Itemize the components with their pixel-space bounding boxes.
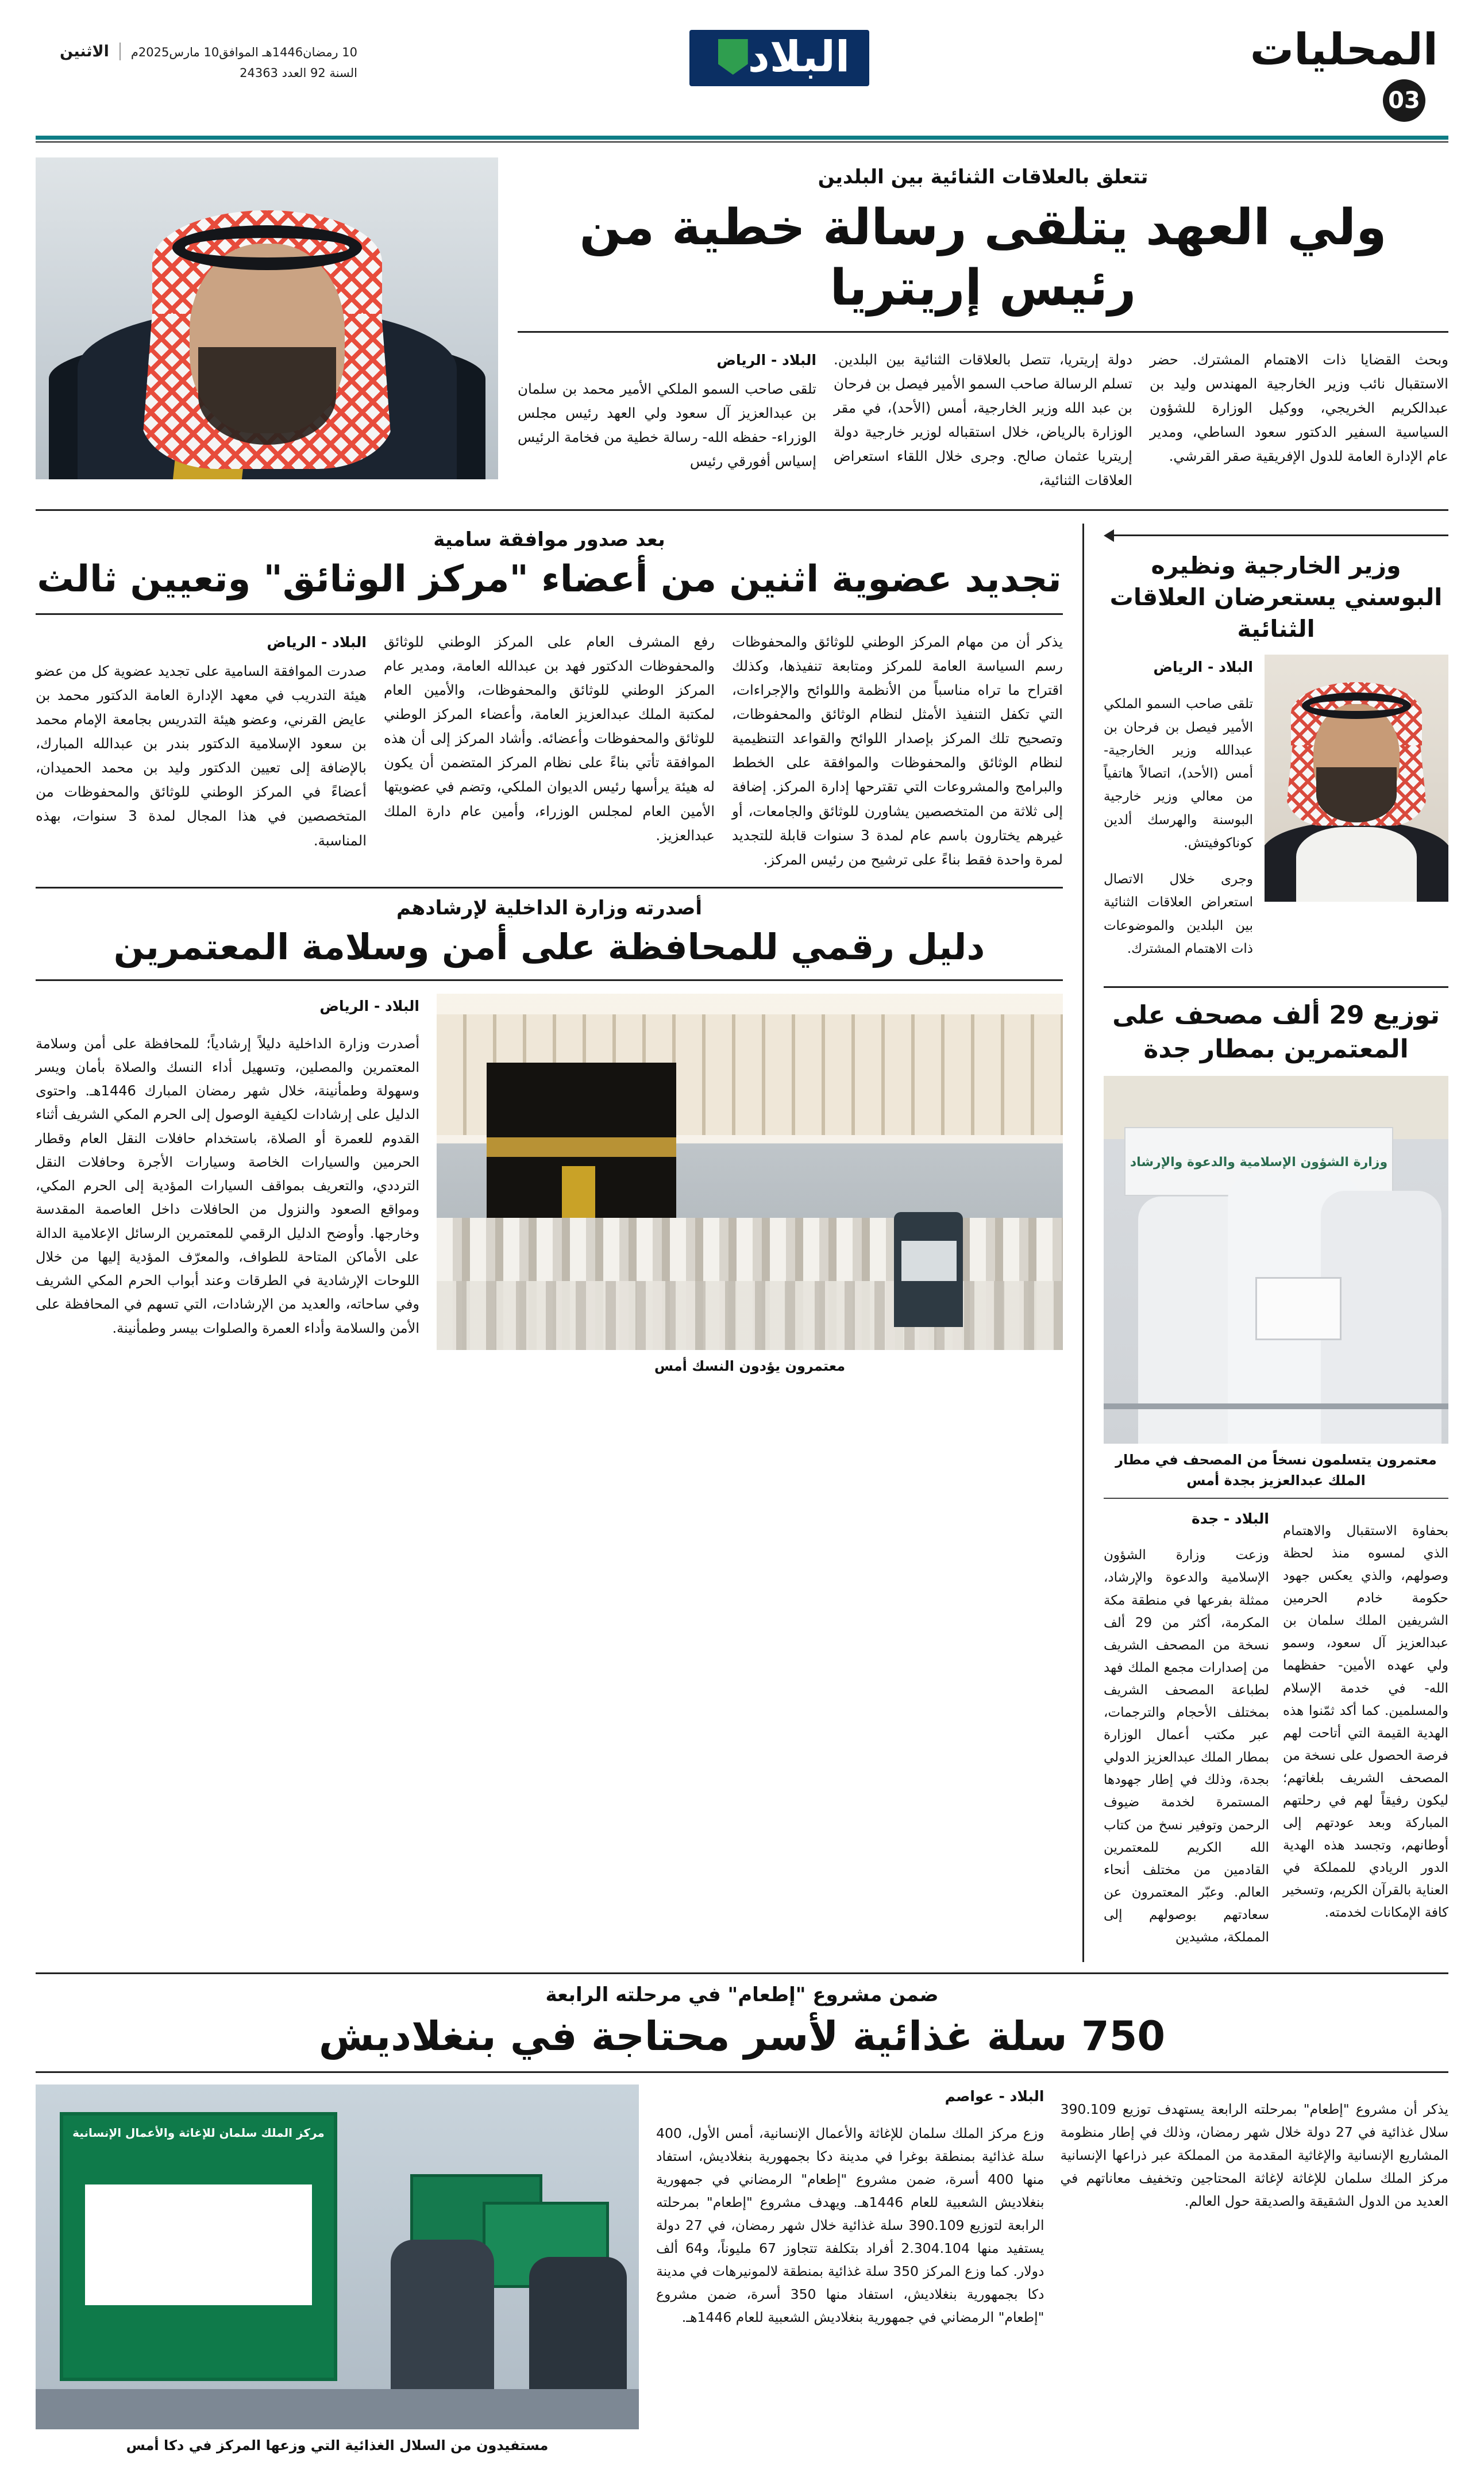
column-text: بحفاوة الاستقبال والاهتمام الذي لمسوه منذ لحظة وصولهم، والذي يعكس جهود حكومة خادم الحرمين الشريفين الملك سلمان بن عبدالعزيز آل سعود، وسمو ولي عهده الأمين- حفظهما الله- في خدمة الإسلام والمسلمين. كما أكد ثمّنوا هذه الهدية القيمة التي أتاحت لهم فرصة الحصول على نسخة من المصحف الشريف بلغاتهم؛ ليكون رفيقاً لهم في رحلتهم المباركة وبعد عودتهم إلى أوطانهم، وتجسد هذه الهدية الدور الريادي للمملكة في العناية بالقرآن الكريم، وتسخير كافة الإمكانات لخدمته. xyxy=(1283,1523,1448,1921)
weekday-text: الاثنين xyxy=(60,43,121,60)
column-text: يذكر أن مشروع "إطعام" بمرحلته الرابعة يستهدف توزيع 390.109 سلال غذائية في 27 دولة خلال شهر رمضان، وذلك في إطار منظومة المشاريع الإنسانية والإغاثية المقدمة من المملكة عبر ذراعها الإنسانية مركز الملك سلمان للإغاثة لإغاثة المحتاجين وتخفيف معاناتهم في العديد من الدول الشقيقة والصديقة حول العالم. xyxy=(1060,2101,1449,2209)
top-story-columns xyxy=(518,348,1448,499)
column-text: تلقى صاحب السمو الملكي الأمير فيصل بن فرحان بن عبدالله وزير الخارجية- أمس (الأحد)، اتصالاً هاتفياً من معالي وزير خارجية البوسنة والهرسك ألدين كوناكوفيتش. xyxy=(1104,697,1253,851)
flag-icon xyxy=(718,39,748,75)
column xyxy=(518,348,816,499)
issue-info xyxy=(36,43,357,83)
byline: البلاد - الرياض xyxy=(267,633,367,651)
top-story xyxy=(36,157,1448,499)
mushaf-columns xyxy=(1104,1507,1448,1962)
column xyxy=(1061,2084,1449,2456)
masthead-rule-thin xyxy=(36,141,1448,143)
column xyxy=(384,630,715,878)
bd-photo-wrap xyxy=(36,2084,639,2456)
divider xyxy=(518,331,1448,333)
kaaba-umrah-photo xyxy=(437,994,1063,1350)
logo-text: البلاد xyxy=(747,32,850,82)
top-story-text xyxy=(518,157,1448,499)
newspaper-logo xyxy=(689,30,870,86)
column xyxy=(1104,1507,1269,1962)
top-story-headline: ولي العهد يتلقى رسالة خطية من رئيس إريتريا xyxy=(579,199,1387,317)
bd-kicker: ضمن مشروع "إطعام" في مرحلته الرابعة xyxy=(545,1983,939,2007)
divider xyxy=(36,887,1063,889)
byline: البلاد - عواصم xyxy=(945,2088,1044,2105)
column-text: وزع مركز الملك سلمان للإغاثة والأعمال الإنسانية، أمس الأول، 400 سلة غذائية بمنطقة بوغرا في مدينة دكا بجمهورية بنغلاديش، استفاد منها 400 أسرة، ضمن مشروع "إطعام" الرمضاني في جمهورية بنغلاديش الشعبية للعام 1446هـ. ويهدف مشروع "إطعام" بمرحلته الرابعة لتوزيع 390.109 سلة غذائية خلال شهر رمضان، في 27 دولة يستفيد منها 2.304.104 أفراد بتكلفة تتجاوز 67 مليوناً، و64 ألف دولار. كما وزع المركز 350 سلة غذائية بمنطقة لالمونيرهات في مدينة دكا بجمهورية بنغلاديش، استفاد منها 350 أسرة، ضمن مشروع "إطعام" الرمضاني في جمهورية بنغلاديش الشعبية للعام 1446هـ. xyxy=(656,2125,1044,2325)
column xyxy=(1150,348,1448,499)
bangladesh-aid-photo xyxy=(36,2084,639,2429)
docs-center-story xyxy=(36,528,1063,878)
logo-box xyxy=(689,30,870,86)
middle-band xyxy=(36,524,1448,1963)
byline: البلاد - الرياض xyxy=(716,351,816,368)
date-text: 10 رمضان1446هـ الموافق10 مارس2025م xyxy=(130,45,357,59)
divider xyxy=(36,509,1448,511)
column-text: دولة إريتريا، تتصل بالعلاقات الثنائية بين البلدين. تسلم الرسالة صاحب السمو الأمير فيصل بن فرحان بن عبد الله وزير الخارجية، أمس (الأحد)، في مقر الوزارة بالرياض، خلال استقباله لوزير خارجية دولة إريتريا عثمان صالح. وجرى خلال اللقاء استعراض العلاقات الثنائية، xyxy=(834,351,1132,489)
divider xyxy=(1104,986,1448,988)
divider xyxy=(36,2071,1448,2073)
divider xyxy=(36,1972,1448,1974)
column-text: رفع المشرف العام على المركز الوطني للوثائق والمحفوظات الدكتور فهد بن عبدالله العامة، ومدير عام المركز الوطني للوثائق والمحفوظات، والأمين العام لمكتبة الملك عبدالعزيز العامة، وأعضاء المركز الوطني للوثائق والمحفوظات وأعضائه. وأشاد المركز إلى أن هذه الموافقة تأتي بناءً على نظام المركز المتضمن أن يكون له هيئة يرأسها رئيس الديوان الملكي، وتضم في عضويتها الأمين العام لمجلس الوزراء، وأمين عام دارة الملك عبدالعزيز. xyxy=(384,633,715,844)
rail-story-headline: وزير الخارجية ونظيره البوسني يستعرضان العلاقات الثنائية xyxy=(1109,551,1443,643)
guide-photo-wrap xyxy=(437,994,1063,1376)
column xyxy=(1283,1507,1448,1962)
foreign-minister-photo xyxy=(1265,655,1448,902)
column-text: وزعت وزارة الشؤون الإسلامية والدعوة والإرشاد، ممثلة بفرعها في منطقة مكة المكرمة، أكثر من 29 ألف نسخة من المصحف الشريف من إصدارات مجمع الملك فهد لطباعة المصحف الشريف بمختلف الأحجام والترجمات، عبر مكتب أعمال الوزارة بمطار الملك عبدالعزيز الدولي بجدة، وذلك في إطار جهودها المستمرة لخدمة ضيوف الرحمن وتوفير نسخ من كتاب الله الكريم للمعتمرين القادمين من مختلف أنحاء العالم. وعبّر المعتمرون عن سعادتهم بوصولهم إلى المملكة، مشيدين xyxy=(1104,1548,1269,1945)
arrow-divider xyxy=(1104,529,1448,542)
guide-text xyxy=(36,994,419,1376)
aid-banner-text: مركز الملك سلمان للإغاثة والأعمال الإنسانية xyxy=(72,2126,325,2140)
byline: البلاد - الرياض xyxy=(1153,658,1253,675)
masthead-rule xyxy=(36,136,1448,140)
divider xyxy=(36,979,1063,981)
page-number-badge: 03 xyxy=(1383,79,1425,122)
docs-kicker: بعد صدور موافقة سامية xyxy=(433,528,665,551)
mushaf-headline: توزيع 29 ألف مصحف على المعتمرين بمطار جدة xyxy=(1112,1001,1440,1064)
column-text: صدرت الموافقة السامية على تجديد عضوية كل من عضو هيئة التدريب في معهد الإدارة العامة الدكتور محمد بن عايض القرني، وعضو هيئة التدريس بجامعة الإمام محمد بن سعود الإسلامية الدكتور بندر بن عبدالله المبارك، بالإضافة إلى تعيين الدكتور وليد بن محمد الحميدان، أعضاءً في المركز الوطني للوثائق والمحفوظات من المتخصصين في هذا المجال لمدة 3 سنوات، بهذه المناسبة. xyxy=(36,662,367,849)
mushaf-photo-caption: معتمرون يتسلمون نسخاً من المصحف في مطار الملك عبدالعزيز بجدة أمس xyxy=(1115,1451,1437,1489)
column-text: يذكر أن من مهام المركز الوطني للوثائق والمحفوظات رسم السياسة العامة للمركز ومتابعة تنفيذها، وكذلك اقتراح ما تراه مناسباً من الأنظمة واللوائح والإجراءات، التي تكفل التنفيذ الأمثل لنظام الوثائق والمحفوظات، وتصحيح تلك المركز بإصدار اللوائح والقواعد التنظيمية لنظام الوثائق والمحفوظات والموافقة على الخطط والبرامج والمشروعات التي تقترحها إدارة المركز. إضافة إلى ثلاثة من المتخصصين يشاورن للوثائق والجامعات، أو غيرهم يختارون باسم عام لمدة 3 سنوات قابلة للتجديد لمرة واحدة فقط بناءً على ترشيح من رئيس المركز. xyxy=(732,633,1063,868)
column-text: تلقى صاحب السمو الملكي الأمير محمد بن سلمان بن عبدالعزيز آل سعود ولي العهد رئيس مجلس الوزراء- حفظه الله- رسالة خطية من فخامة الرئيس إسياس أفورقي رئيس xyxy=(518,380,816,470)
bd-photo-caption: مستفيدون من السلال الغذائية التي وزعها المركز في دكا أمس xyxy=(126,2437,549,2454)
divider xyxy=(1104,1498,1448,1499)
byline: البلاد - جدة xyxy=(1192,1510,1269,1527)
bangladesh-story xyxy=(36,1983,1448,2456)
mushaf-distribution-photo: وزارة الشؤون الإسلامية والدعوة والإرشاد xyxy=(1104,1076,1448,1444)
side-rail xyxy=(1104,524,1448,1963)
docs-headline: تجديد عضوية اثنين من أعضاء "مركز الوثائق" وتعيين ثالث xyxy=(37,557,1062,601)
issue-text: السنة 92 العدد 24363 xyxy=(240,66,357,80)
byline: البلاد - الرياض xyxy=(319,997,419,1014)
section-block xyxy=(1201,24,1448,122)
rail-story-text xyxy=(1104,655,1253,974)
guide-kicker: أصدرته وزارة الداخلية لإرشادهم xyxy=(396,896,702,920)
top-story-kicker: تتعلق بالعلاقات الثنائية بين البلدين xyxy=(818,166,1148,189)
main-column xyxy=(36,524,1063,1963)
column-text: وجرى خلال الاتصال استعراض العلاقات الثنائية بين البلدين والموضوعات ذات الاهتمام المشترك. xyxy=(1104,872,1253,956)
divider xyxy=(36,613,1063,615)
section-title: المحليات xyxy=(1250,24,1438,75)
bd-content xyxy=(36,2084,1448,2456)
column xyxy=(36,630,367,878)
guide-story xyxy=(36,897,1063,1376)
column-text: أصدرت وزارة الداخلية دليلاً إرشادياً؛ للمحافظة على أمن وسلامة المعتمرين والمصلين، وتسهيل أداء النسك والصلاة بأمان ويسر وسهولة وطمأنينة، خلال شهر رمضان المبارك 1446هـ. واحتوى الدليل على إرشادات لكيفية الوصول إلى الحرم المكي الشريف أثناء القدوم للعمرة أو الصلاة، باستخدام حافلات النقل العام وقطار الحرمين والسيارات الخاصة وسيارات الأجرة وحافلات النقل الترددي، والتعريف بمواقف السيارات المؤدية إلى الحرم المكي، ومواقع الصعود والنزول من الحافلات داخل العاصمة المقدسة وخارجها. وأوضح الدليل الرقمي للمعتمرين الرسائل الإعلامية الدالة على الأماكن المتاحة للطواف، والمعرّف المؤدية إليها من خلال اللوحات الإرشادية في الطرقات وعند أبواب الحرم المكي الشريف وفي ساحاته، والعديد من الإرشادات، التي تسهم في المحافظة على الأمن والسلامة وأداء العمرة والصلوات بيسر وطمأنينة. xyxy=(36,1035,419,1336)
column-text: وبحث القضايا ذات الاهتمام المشترك. حضر الاستقبال نائب وزير الخارجية المهندس وليد بن عبدالكريم الخريجي، ووكيل الوزارة للشؤون السياسية السفير الدكتور سعود الساطي، ومدير عام الإدارة العامة للدول الإفريقية صقر القرشي. xyxy=(1150,351,1448,465)
column xyxy=(732,630,1063,878)
crown-prince-photo xyxy=(36,157,498,479)
vertical-divider xyxy=(1082,524,1084,1963)
bd-columns xyxy=(656,2084,1448,2456)
masthead xyxy=(36,24,1448,130)
bd-headline: 750 سلة غذائية لأسر محتاجة في بنغلاديش xyxy=(318,2013,1166,2060)
column xyxy=(656,2084,1044,2456)
arrow-icon xyxy=(1104,529,1114,542)
guide-content xyxy=(36,994,1063,1376)
docs-columns xyxy=(36,630,1063,878)
guide-headline: دليل رقمي للمحافظة على أمن وسلامة المعتمرين xyxy=(113,925,985,968)
date-block xyxy=(131,43,357,83)
column xyxy=(834,348,1132,499)
guide-photo-caption: معتمرون يؤدون النسك أمس xyxy=(654,1357,846,1374)
